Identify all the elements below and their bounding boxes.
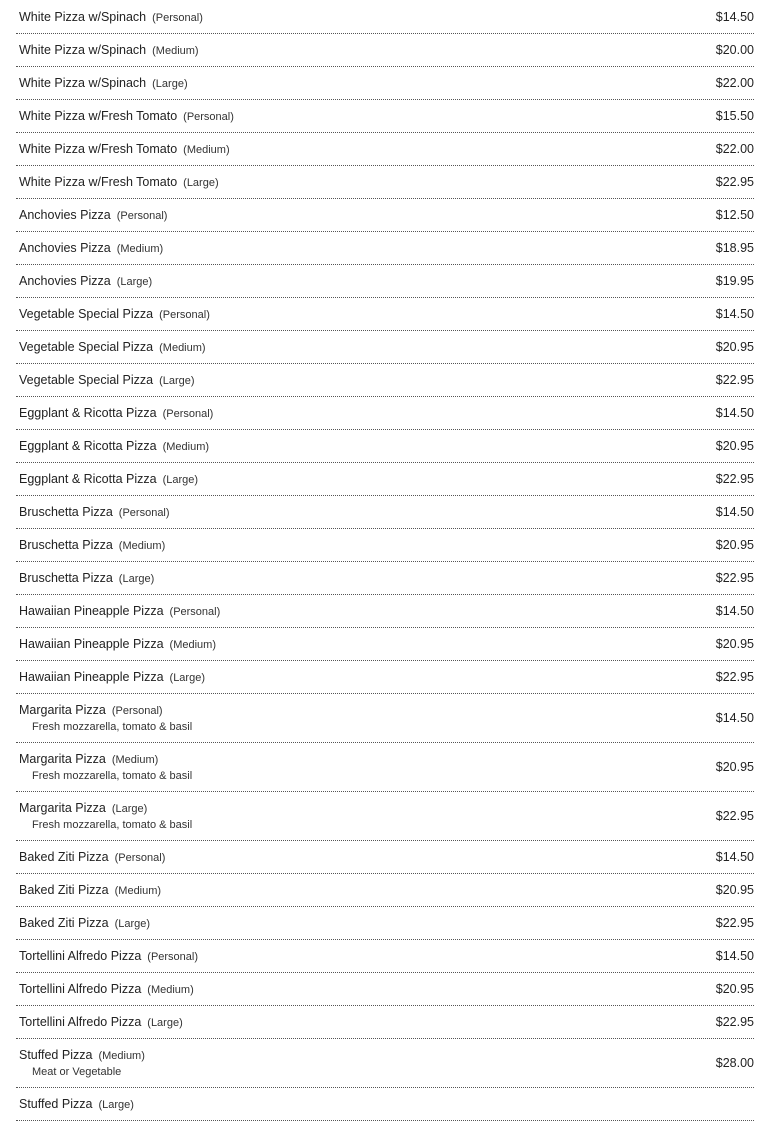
menu-item-title-line xyxy=(19,274,152,288)
menu-item-row[interactable] xyxy=(16,529,754,562)
menu-item-row[interactable] xyxy=(16,973,754,1006)
menu-item-row[interactable] xyxy=(16,100,754,133)
menu-item-size: (Medium) xyxy=(116,243,164,255)
menu-item-name: Hawaiian Pineapple Pizza xyxy=(19,670,164,684)
menu-item-name: Hawaiian Pineapple Pizza xyxy=(19,604,164,618)
menu-item-price: $22.95 xyxy=(715,809,754,823)
menu-item-price: $18.95 xyxy=(715,241,754,255)
menu-item-size: (Large) xyxy=(118,573,155,585)
menu-item-price: $20.00 xyxy=(715,43,754,57)
menu-item-name: Margarita Pizza xyxy=(19,801,106,815)
menu-item-price: $20.95 xyxy=(715,340,754,354)
menu-item-title-line xyxy=(19,703,192,717)
menu-item-price: $22.95 xyxy=(715,1015,754,1029)
menu-item-price: $22.00 xyxy=(715,142,754,156)
menu-item-name: Tortellini Alfredo Pizza xyxy=(19,949,142,963)
menu-item-title-line xyxy=(19,801,192,815)
menu-item-row[interactable] xyxy=(16,166,754,199)
menu-item-price: $14.50 xyxy=(715,307,754,321)
menu-item-price: $12.50 xyxy=(715,208,754,222)
menu-item-title-line xyxy=(19,1015,183,1029)
menu-item-name: Anchovies Pizza xyxy=(19,274,111,288)
menu-item-info xyxy=(19,109,234,123)
menu-item-size: (Personal) xyxy=(159,309,210,321)
menu-item-info xyxy=(19,752,192,782)
menu-item-title-line xyxy=(19,43,199,57)
menu-item-row[interactable] xyxy=(16,940,754,973)
menu-item-name: Vegetable Special Pizza xyxy=(19,373,154,387)
menu-item-title-line xyxy=(19,670,205,684)
menu-item-info xyxy=(19,472,198,486)
menu-item-row[interactable] xyxy=(16,841,754,874)
menu-item-info xyxy=(19,637,216,651)
menu-item-row[interactable] xyxy=(16,743,754,792)
menu-item-size: (Medium) xyxy=(114,885,162,897)
menu-item-info xyxy=(19,307,210,321)
menu-item-size: (Personal) xyxy=(183,111,234,123)
menu-item-size: (Medium) xyxy=(152,45,199,57)
menu-item-description: Fresh mozzarella, tomato & basil xyxy=(32,721,193,733)
menu-item-size: (Large) xyxy=(152,78,188,90)
menu-item-info xyxy=(19,850,165,864)
menu-item-row[interactable] xyxy=(16,133,754,166)
menu-item-row[interactable] xyxy=(16,430,754,463)
menu-item-price: $14.50 xyxy=(715,850,754,864)
menu-item-size: (Large) xyxy=(183,177,219,189)
menu-item-title-line xyxy=(19,373,195,387)
menu-item-size: (Large) xyxy=(159,375,195,387)
menu-item-price: $22.95 xyxy=(715,670,754,684)
menu-item-price: $28.00 xyxy=(715,1056,754,1070)
menu-item-title-line xyxy=(19,76,188,90)
menu-item-size: (Personal) xyxy=(162,408,214,420)
menu-item-row[interactable] xyxy=(16,232,754,265)
menu-item-title-line xyxy=(19,109,234,123)
menu-item-price: $14.50 xyxy=(715,604,754,618)
menu-item-price: $20.95 xyxy=(715,637,754,651)
menu-item-row[interactable] xyxy=(16,1088,754,1121)
menu-item-info xyxy=(19,142,230,156)
menu-item-size: (Medium) xyxy=(147,984,194,996)
menu-item-title-line xyxy=(19,883,161,897)
menu-item-row[interactable] xyxy=(16,364,754,397)
menu-item-name: White Pizza w/Spinach xyxy=(19,10,147,24)
menu-item-name: Eggplant & Ricotta Pizza xyxy=(19,472,157,486)
menu-item-info xyxy=(19,916,150,930)
menu-item-row[interactable] xyxy=(16,1,754,34)
menu-item-title-line xyxy=(19,850,165,864)
menu-item-size: (Personal) xyxy=(152,12,203,24)
menu-item-description: Fresh mozzarella, tomato & basil xyxy=(32,819,193,831)
menu-item-name: White Pizza w/Spinach xyxy=(19,43,147,57)
menu-item-size: (Large) xyxy=(114,918,151,930)
menu-item-title-line xyxy=(19,982,194,996)
menu-item-price: $20.95 xyxy=(715,538,754,552)
menu-item-title-line xyxy=(19,637,216,651)
menu-item-row[interactable] xyxy=(16,34,754,67)
menu-item-row[interactable] xyxy=(16,265,754,298)
menu-item-price: $22.95 xyxy=(715,373,754,387)
menu-item-title-line xyxy=(19,208,167,222)
menu-item-info xyxy=(19,1048,145,1078)
menu-item-title-line xyxy=(19,307,210,321)
menu-item-info xyxy=(19,949,198,963)
menu-item-price: $14.50 xyxy=(715,711,754,725)
menu-item-row[interactable] xyxy=(16,298,754,331)
menu-item-name: Margarita Pizza xyxy=(19,752,106,766)
menu-item-row[interactable] xyxy=(16,1006,754,1039)
menu-item-row[interactable] xyxy=(16,496,754,529)
menu-item-info xyxy=(19,801,192,831)
menu-item-name: Anchovies Pizza xyxy=(19,208,111,222)
menu-item-size: (Personal) xyxy=(111,705,163,717)
menu-item-price: $20.95 xyxy=(715,760,754,774)
menu-item-size: (Medium) xyxy=(159,342,206,354)
menu-item-row[interactable] xyxy=(16,199,754,232)
menu-item-info xyxy=(19,571,154,585)
menu-item-size: (Medium) xyxy=(98,1050,145,1062)
menu-item-title-line xyxy=(19,949,198,963)
menu-item-size: (Large) xyxy=(116,276,153,288)
menu-item-size: (Personal) xyxy=(169,606,221,618)
menu-item-name: Vegetable Special Pizza xyxy=(19,340,154,354)
menu-item-size: (Large) xyxy=(111,803,148,815)
menu-item-info xyxy=(19,208,167,222)
menu-item-name: Bruschetta Pizza xyxy=(19,538,113,552)
menu-item-name: White Pizza w/Fresh Tomato xyxy=(19,175,178,189)
menu-item-size: (Large) xyxy=(169,672,205,684)
menu-item-price: $20.95 xyxy=(715,439,754,453)
menu-item-info xyxy=(19,241,163,255)
menu-item-name: Vegetable Special Pizza xyxy=(19,307,154,321)
menu-item-row[interactable] xyxy=(16,694,754,743)
menu-item-info xyxy=(19,982,194,996)
menu-item-name: Baked Ziti Pizza xyxy=(19,883,109,897)
menu-item-name: Tortellini Alfredo Pizza xyxy=(19,1015,142,1029)
menu-item-info xyxy=(19,406,213,420)
menu-item-description: Meat or Vegetable xyxy=(32,1066,122,1078)
menu-item-size: (Medium) xyxy=(162,441,210,453)
menu-item-name: Baked Ziti Pizza xyxy=(19,916,109,930)
menu-item-size: (Medium) xyxy=(169,639,216,651)
menu-item-title-line xyxy=(19,916,150,930)
menu-item-row[interactable] xyxy=(16,907,754,940)
menu-item-row[interactable] xyxy=(16,562,754,595)
menu-item-info xyxy=(19,76,188,90)
menu-item-price: $14.50 xyxy=(715,10,754,24)
menu-item-row[interactable] xyxy=(16,792,754,841)
menu-item-info xyxy=(19,670,205,684)
menu-item-title-line xyxy=(19,406,213,420)
menu-item-name: Bruschetta Pizza xyxy=(19,571,113,585)
menu-item-title-line xyxy=(19,439,209,453)
menu-item-size: (Personal) xyxy=(116,210,168,222)
menu-item-price: $14.50 xyxy=(715,406,754,420)
menu-item-info xyxy=(19,10,203,24)
menu-item-info xyxy=(19,883,161,897)
menu-item-title-line xyxy=(19,340,206,354)
menu-item-price: $20.95 xyxy=(715,982,754,996)
menu-item-name: Stuffed Pizza xyxy=(19,1097,93,1111)
menu-item-row[interactable] xyxy=(16,1039,754,1088)
menu-item-info xyxy=(19,175,219,189)
menu-item-price: $14.50 xyxy=(715,505,754,519)
menu-item-info xyxy=(19,43,199,57)
menu-item-price: $15.50 xyxy=(715,109,754,123)
menu-item-price: $22.95 xyxy=(715,571,754,585)
menu-item-title-line xyxy=(19,1048,145,1062)
menu-item-title-line xyxy=(19,538,165,552)
menu-item-title-line xyxy=(19,10,203,24)
menu-item-row[interactable] xyxy=(16,628,754,661)
menu-item-price: $22.95 xyxy=(715,472,754,486)
menu-item-size: (Personal) xyxy=(114,852,166,864)
menu-item-info xyxy=(19,703,192,733)
menu-item-title-line xyxy=(19,175,219,189)
menu-item-info xyxy=(19,340,206,354)
menu-item-price: $22.95 xyxy=(715,916,754,930)
menu-item-row[interactable] xyxy=(16,67,754,100)
menu-item-size: (Large) xyxy=(162,474,199,486)
menu-item-info xyxy=(19,604,220,618)
menu-item-info xyxy=(19,373,195,387)
menu-item-size: (Medium) xyxy=(111,754,159,766)
menu-item-size: (Medium) xyxy=(183,144,230,156)
menu-item-info xyxy=(19,538,165,552)
menu-item-title-line xyxy=(19,752,192,766)
menu-item-row[interactable] xyxy=(16,463,754,496)
menu-item-name: Hawaiian Pineapple Pizza xyxy=(19,637,164,651)
menu-item-name: Bruschetta Pizza xyxy=(19,505,113,519)
menu-item-row[interactable] xyxy=(16,397,754,430)
menu-item-size: (Medium) xyxy=(118,540,166,552)
menu-item-size: (Large) xyxy=(98,1099,134,1111)
menu-item-name: Margarita Pizza xyxy=(19,703,106,717)
menu-item-title-line xyxy=(19,604,220,618)
menu-item-name: White Pizza w/Spinach xyxy=(19,76,147,90)
menu-item-title-line xyxy=(19,241,163,255)
menu-item-name: White Pizza w/Fresh Tomato xyxy=(19,142,178,156)
menu-item-row[interactable] xyxy=(16,661,754,694)
menu-item-name: Eggplant & Ricotta Pizza xyxy=(19,439,157,453)
menu-item-size: (Personal) xyxy=(147,951,199,963)
menu-item-price: $19.95 xyxy=(715,274,754,288)
menu-item-title-line xyxy=(19,142,230,156)
menu-item-size: (Large) xyxy=(147,1017,183,1029)
menu-item-info xyxy=(19,505,170,519)
menu-item-price: $22.00 xyxy=(715,76,754,90)
menu-item-row[interactable] xyxy=(16,331,754,364)
menu-item-price: $14.50 xyxy=(715,949,754,963)
menu-item-info xyxy=(19,1097,134,1111)
menu-item-row[interactable] xyxy=(16,595,754,628)
menu-item-row[interactable] xyxy=(16,874,754,907)
menu-item-name: White Pizza w/Fresh Tomato xyxy=(19,109,178,123)
menu-list xyxy=(16,1,754,1121)
menu-item-name: Anchovies Pizza xyxy=(19,241,111,255)
menu-item-info xyxy=(19,1015,183,1029)
menu-item-size: (Personal) xyxy=(118,507,170,519)
menu-item-title-line xyxy=(19,571,154,585)
menu-item-name: Baked Ziti Pizza xyxy=(19,850,109,864)
menu-item-info xyxy=(19,439,209,453)
menu-item-price: $22.95 xyxy=(715,175,754,189)
menu-item-name: Eggplant & Ricotta Pizza xyxy=(19,406,157,420)
menu-item-price: $20.95 xyxy=(715,883,754,897)
menu-item-name: Stuffed Pizza xyxy=(19,1048,93,1062)
menu-item-title-line xyxy=(19,505,170,519)
menu-item-title-line xyxy=(19,1097,134,1111)
menu-item-info xyxy=(19,274,152,288)
menu-item-name: Tortellini Alfredo Pizza xyxy=(19,982,142,996)
menu-item-description: Fresh mozzarella, tomato & basil xyxy=(32,770,193,782)
menu-item-title-line xyxy=(19,472,198,486)
